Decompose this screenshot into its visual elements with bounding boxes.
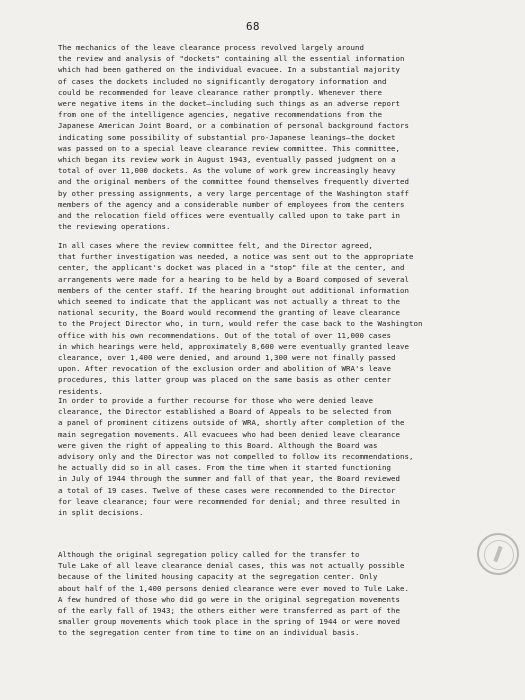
paragraph-review-hearings: In all cases where the review committee felt, and the Director agreed, that further investigation was needed, a notice was sent out to the appropriate center, the applicant's docket was placed in a "stop" file at the center, and arrangements were made for a hearing to be held by a Board composed of several members of the center staff. If the hearing brought out additional information which seemed to indicate that the applicant was not actually a threat to the national security, the Board would recommend the granting of leave clearance to the Project Director who, in turn, would refer the case back to the Washington office with his own recommendations. Out of the total of over 11,000 cases in which hearings were held, approximately 8,600 were eventually granted leave clearance, over 1,400 were denied, and around 1,300 were not finally passed upon. After revocation of the exclusion order and abolition of WRA's leave procedures, this latter group was placed on the same basis as other center residents. — [58, 241, 423, 396]
paragraph-leave-clearance-mechanics: The mechanics of the leave clearance process revolved largely around the review and analysis of "dockets" containing all the essential information which had been gathered on the individual evacuee. In a substantial majority of cases the dockets included no significantly derogatory information and could be recommended for leave clearance rather promptly. Whenever there were negative items in the docket—including such things as an adverse report from one of the intelligence agencies, negative recommendations from the Japanese American Joint Board, or a combination of personal background factors indicating some possibility of substantial pro-Japanese leanings—the docket was passed on to a special leave clearance review committee. This committee, which began its review work in August 1943, eventually passed judgment on a total of over 11,000 dockets. As the volume of work grew increasingly heavy and the original members of the committee found themselves frequently diverted by other pressing assignments, a very large percentage of the Washington staff members of the agency and a considerable number of employees from the centers and the relocation field offices were eventually called upon to take part in the reviewing operations. — [58, 43, 409, 232]
paragraph-tule-lake-transfers: Although the original segregation policy called for the transfer to Tule Lake of all leave clearance denial cases, this was not actually possible because of the limited housing capacity at the segregation center. Only about half of the 1,400 persons denied clearance were ever moved to Tule Lake. A few hundred of those who did go were in the original segregation movements of the early fall of 1943; the others either were transferred as part of the smaller group movements which took place in the spring of 1944 or were moved to the segregation center from time to time on an individual basis. — [58, 550, 409, 638]
archive-stamp — [477, 533, 519, 575]
page-number: 68 — [246, 20, 260, 33]
paragraph-board-of-appeals: In order to provide a further recourse for those who were denied leave clearance, the Director established a Board of Appeals to be selected from a panel of prominent citizens outside of WRA, shortly after completion of the main segregation movements. All evacuees who had been denied leave clearance were given the right of appealing to this Board. Although the Board was advisory only and the Director was not compelled to follow its recommendations, he actually did so in all cases. From the time when it started functioning in July of 1944 through the summer and fall of that year, the Board reviewed a total of 19 cases. Twelve of these cases were recommended to the Director for leave clearance; four were recommended for denial; and three resulted in in split decisions. — [58, 396, 414, 518]
